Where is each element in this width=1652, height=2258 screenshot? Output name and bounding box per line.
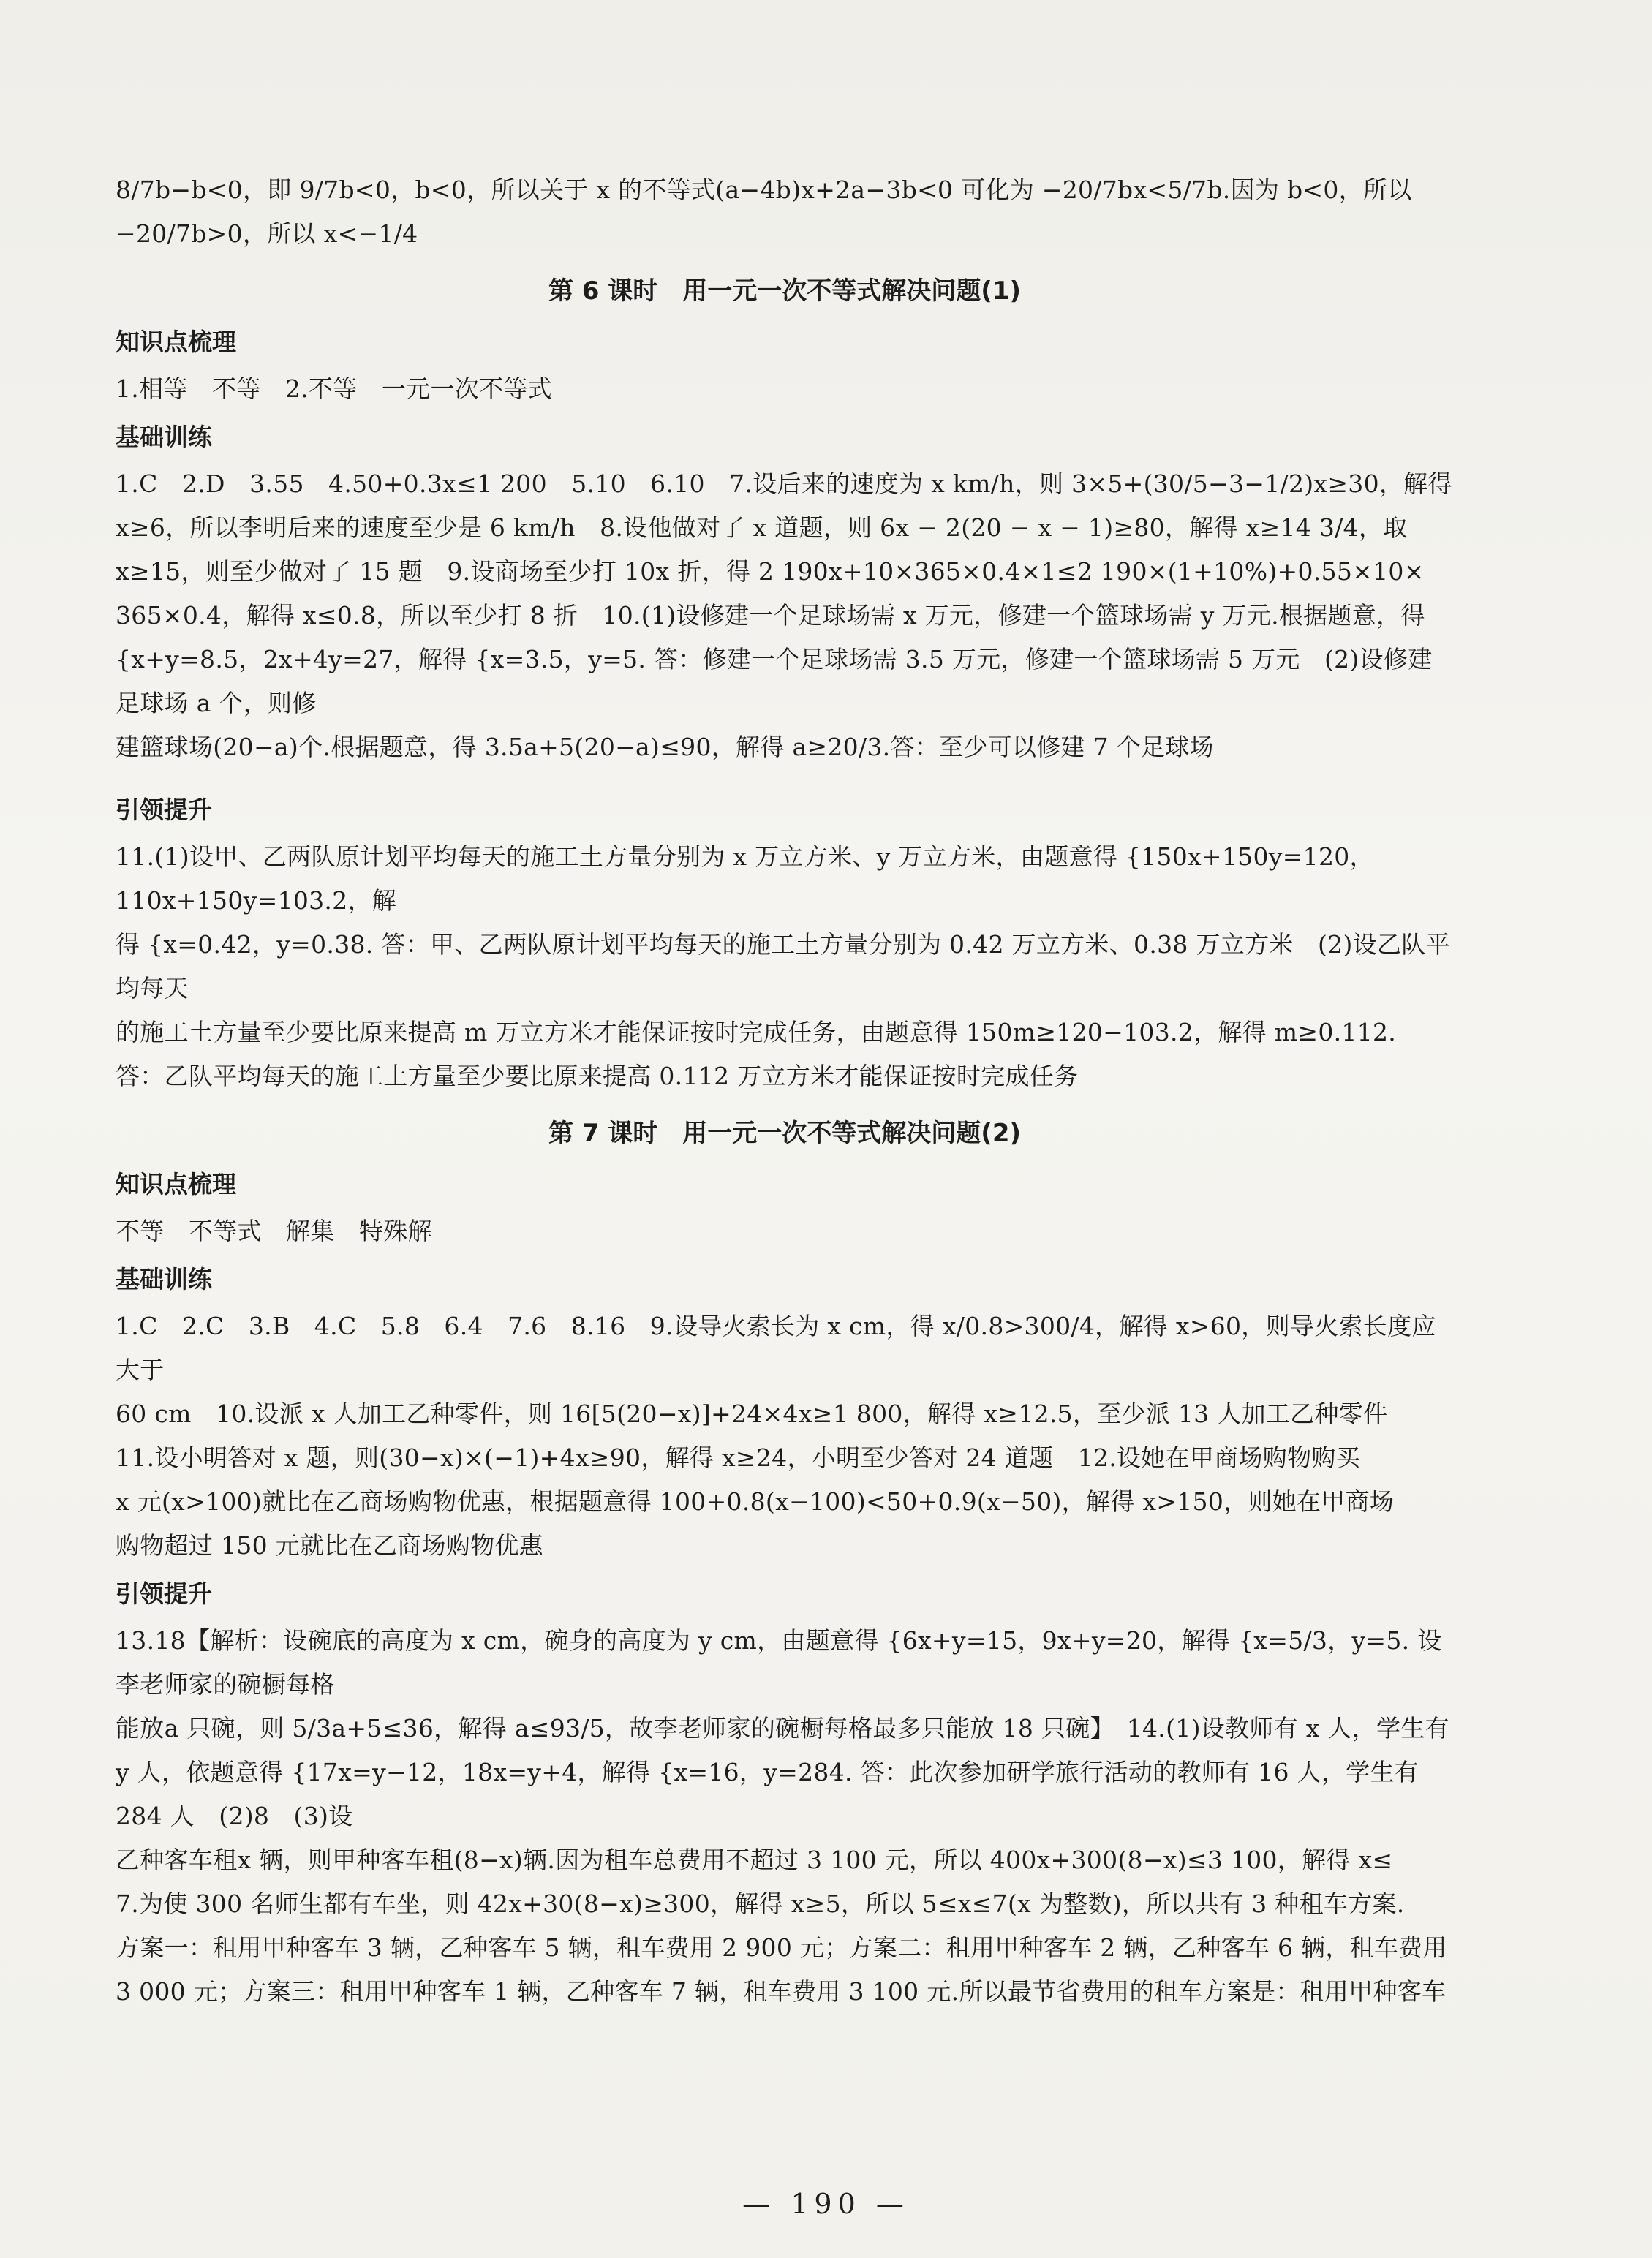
basic-heading: 基础训练 [116, 1265, 212, 1294]
knowledge-answers: 不等 不等式 解集 特殊解 [116, 1217, 432, 1245]
answer-line: 7.为使 300 名师生都有车坐，则 42x+30(8−x)≥300，解得 x≥5，所以 5≤x≤7(x 为整数)，所以共有 3 种租车方案. [116, 1889, 1405, 1918]
answer-line: x 元(x>100)就比在乙商场购物优惠，根据题意得 100+0.8(x−100)<50+0.9(x−50)，解得 x>150，则她在甲商场 [116, 1487, 1395, 1516]
lesson-7-title: 第 7 课时 用一元一次不等式解决问题(2) [548, 1119, 1022, 1148]
answer-line: 60 cm 10.设派 x 人加工乙种零件，则 16[5(20−x)]+24×4x≥1 800，解得 x≥12.5，至少派 13 人加工乙种零件 [116, 1400, 1388, 1428]
answer-line: 3 000 元；方案三：租用甲种客车 1 辆，乙种客车 7 辆，租车费用 3 100 元.所以最节省费用的租车方案是：租用甲种客车 [116, 1977, 1447, 2006]
answer-line: 答：乙队平均每天的施工土方量至少要比原来提高 0.112 万立方米才能保证按时完成任务 [116, 1062, 1079, 1090]
answer-line: 11.(1)设甲、乙两队原计划平均每天的施工土方量分别为 x 万立方米、y 万立方米，由题意得 {150x+150y=120，110x+150y=103.2，解 [116, 842, 1374, 915]
advanced-heading: 引领提升 [116, 1579, 212, 1608]
knowledge-heading: 知识点梳理 [116, 328, 236, 356]
answer-line: 能放a 只碗，则 5/3a+5≤36，解得 a≤93/5，故李老师家的碗橱每格最多只能放 18 只碗】 14.(1)设教师有 x 人，学生有 [116, 1714, 1449, 1742]
answer-line: 方案一：租用甲种客车 3 辆，乙种客车 5 辆，租车费用 2 900 元；方案二：租用甲种客车 2 辆，乙种客车 6 辆，租车费用 [116, 1933, 1447, 1962]
answer-line: 购物超过 150 元就比在乙商场购物优惠 [116, 1531, 543, 1560]
answer-line: {x+y=8.5，2x+4y=27，解得 {x=3.5，y=5. 答：修建一个足球场需 3.5 万元，修建一个篮球场需 5 万元 (2)设修建足球场 a 个，则修 [116, 645, 1433, 717]
answer-line: x≥15，则至少做对了 15 题 9.设商场至少打 10x 折，得 2 190x+10×365×0.4×1≤2 190×(1+10%)+0.55×10× [116, 557, 1425, 586]
answer-line: 建篮球场(20−a)个.根据题意，得 3.5a+5(20−a)≤90，解得 a≥20/3.答：至少可以修建 7 个足球场 [116, 733, 1214, 761]
answer-line: 1.C 2.D 3.55 4.50+0.3x≤1 200 5.10 6.10 7.设后来的速度为 x km/h，则 3×5+(30/5−3−1/2)x≥30，解得 [116, 469, 1452, 498]
answer-line: 得 {x=0.42，y=0.38. 答：甲、乙两队原计划平均每天的施工土方量分别为 0.42 万立方米、0.38 万立方米 (2)设乙队平均每天 [116, 930, 1450, 1002]
knowledge-answers: 1.相等 不等 2.不等 一元一次不等式 [116, 374, 552, 403]
answer-line: x≥6，所以李明后来的速度至少是 6 km/h 8.设他做对了 x 道题，则 6x − 2(20 − x − 1)≥80，解得 x≥14 3/4，取 [116, 513, 1408, 542]
answer-line: 13.18【解析：设碗底的高度为 x cm，碗身的高度为 y cm，由题意得 {6x+y=15，9x+y=20，解得 {x=5/3，y=5. 设李老师家的碗橱每格 [116, 1626, 1442, 1699]
answer-line: 1.C 2.C 3.B 4.C 5.8 6.4 7.6 8.16 9.设导火索长为 x cm，得 x/0.8>300/4，解得 x>60，则导火索长度应大于 [116, 1312, 1436, 1384]
answer-line: 乙种客车租x 辆，则甲种客车租(8−x)辆.因为租车总费用不超过 3 100 元，所以 400x+300(8−x)≤3 100，解得 x≤ [116, 1846, 1393, 1874]
basic-heading: 基础训练 [116, 423, 212, 451]
answer-line: 的施工土方量至少要比原来提高 m 万立方米才能保证按时完成任务，由题意得 150m≥120−103.2，解得 m≥0.112. [116, 1018, 1397, 1046]
answer-line: 11.设小明答对 x 题，则(30−x)×(−1)+4x≥90，解得 x≥24，小明至少答对 24 道题 12.设她在甲商场购物购买 [116, 1443, 1361, 1472]
fragment-line: 8/7b−b<0，即 9/7b<0，b<0，所以关于 x 的不等式(a−4b)x+2a−3b<0 可化为 −20/7bx<5/7b.因为 b<0，所以 [116, 175, 1412, 204]
knowledge-heading: 知识点梳理 [116, 1170, 236, 1198]
answer-line: y 人，依题意得 {17x=y−12，18x=y+4，解得 {x=16，y=284. 答：此次参加研学旅行活动的教师有 16 人，学生有 284 人 (2)8 (3)设 [116, 1758, 1419, 1830]
advanced-heading: 引领提升 [116, 796, 212, 824]
fragment-line: −20/7b>0，所以 x<−1/4 [116, 219, 418, 248]
answer-content [116, 168, 1454, 2014]
page-number: — 190 — [742, 2188, 910, 2220]
answer-line: 365×0.4，解得 x≤0.8，所以至少打 8 折 10.(1)设修建一个足球场需 x 万元，修建一个篮球场需 y 万元.根据题意，得 [116, 601, 1425, 630]
lesson-6-title: 第 6 课时 用一元一次不等式解决问题(1) [548, 276, 1022, 306]
